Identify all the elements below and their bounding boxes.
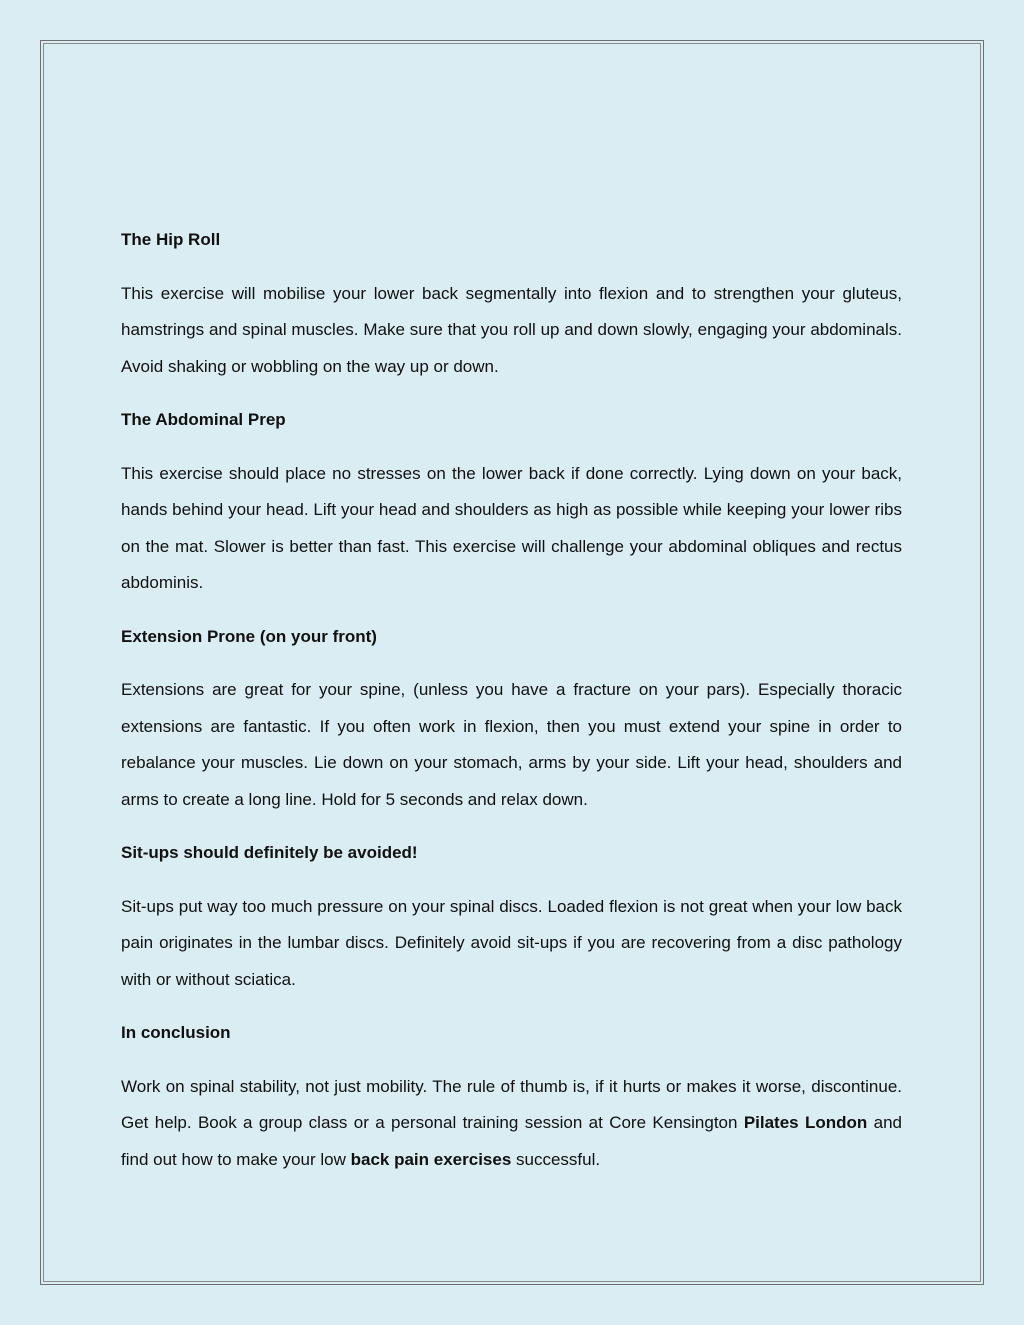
conclusion-text-1: Work on spinal stability, not just mobility. The rule of thumb is, if it hurts or makes it worse, discontinue. Get help. Book a group class or a personal training session at Core Kensington: [121, 1076, 902, 1132]
section-body-extension-prone: Extensions are great for your spine, (unless you have a fracture on your pars). Especially thoracic extensions are fantastic. If you often work in flexion, then you must extend your spine in order to rebalance your muscles. Lie down on your stomach, arms by your side. Lift your head, shoulders and arms to create a long line. Hold for 5 seconds and relax down.: [121, 680, 902, 809]
section-body-sit-ups: Sit-ups put way too much pressure on your spinal discs. Loaded flexion is not great when your low back pain originates in the lumbar discs. Definitely avoid sit-ups if you are recovering from a disc pathology with or without sciatica.: [121, 896, 902, 989]
section-heading-extension-prone: Extension Prone (on your front): [121, 626, 377, 646]
section-heading-sit-ups: Sit-ups should definitely be avoided!: [121, 843, 418, 862]
section-heading-hip-roll: The Hip Roll: [121, 230, 221, 249]
section-body-conclusion: [121, 1069, 902, 1179]
section-body-hip-roll: This exercise will mobilise your lower back segmentally into flexion and to strengthen your gluteus, hamstrings and spinal muscles. Make sure that you roll up and down slowly, engaging your abdominals. Avoid shaking or wobbling on the way up or down.: [121, 283, 902, 376]
section-heading-abdominal-prep: The Abdominal Prep: [121, 410, 286, 429]
document-content: [121, 222, 902, 1195]
pilates-london-link-text: Pilates London: [743, 1113, 868, 1132]
section-heading-conclusion: In conclusion: [121, 1023, 231, 1042]
conclusion-text-2: and find out how to make your low: [121, 1113, 902, 1169]
back-pain-exercises-link-text: back pain exercises: [350, 1149, 512, 1169]
section-body-abdominal-prep: This exercise should place no stresses on the lower back if done correctly. Lying down on your back, hands behind your head. Lift your head and shoulders as high as possible while keeping your lower ribs on the mat. Slower is better than fast. This exercise will challenge your abdominal obliques and rectus abdominis.: [121, 463, 902, 592]
conclusion-text-3: successful.: [511, 1149, 601, 1169]
